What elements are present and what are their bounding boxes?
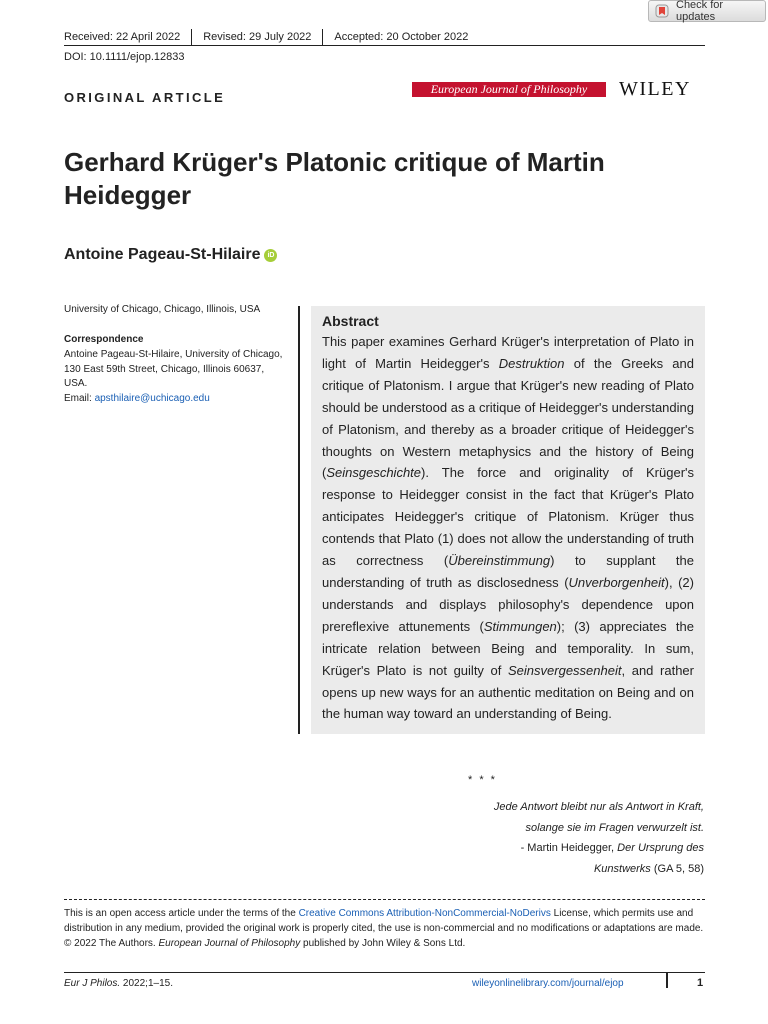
abstract-term: Destruktion xyxy=(498,355,565,371)
column-divider xyxy=(298,306,300,734)
abstract-text xyxy=(322,331,694,725)
abstract-term: Unverborgenheit xyxy=(568,574,665,590)
citation-details: 2022;1–15. xyxy=(120,978,173,989)
revised-date: Revised: 29 July 2022 xyxy=(203,31,312,43)
page-number: 1 xyxy=(697,977,704,989)
license-text-part: This is an open access article under the terms of the xyxy=(64,908,299,919)
article-title: Gerhard Krüger's Platonic critique of Martin Heidegger xyxy=(64,147,605,210)
footer-citation xyxy=(64,978,173,989)
orcid-icon[interactable]: iD xyxy=(264,249,277,262)
abstract-text-part: ), (2) understands and displays philosophy's dependence upon prereflexive attunements ( xyxy=(322,574,694,634)
copyright-journal: European Journal of Philosophy xyxy=(158,937,301,949)
epigraph xyxy=(404,797,704,879)
license-text-part: License, which permits use and distribution in any medium, provided the original work is properly cited, the use is non-commercial and no modifications or adaptations are made. xyxy=(64,908,704,934)
epigraph-quote-line: solange sie im Fragen verwurzelt ist. xyxy=(525,821,704,834)
article-dates xyxy=(64,29,468,45)
correspondence-heading: Correspondence xyxy=(64,334,144,345)
abstract-term: Seinsvergessenheit xyxy=(508,662,622,678)
abstract-text-part: of the Greeks and critique of Platonism. I argue that Krüger's new reading of Plato should be understood as a critique of Heidegger's understanding of Platonism, and thereby as a broader critique of Heidegger's thoughts on Western metaphysics and the history of Being ( xyxy=(322,355,694,481)
accepted-date: Accepted: 20 October 2022 xyxy=(334,31,469,43)
copyright-text: published by John Wiley & Sons Ltd. xyxy=(300,937,466,949)
copyright-text: © 2022 The Authors. xyxy=(64,937,159,949)
abstract-heading: Abstract xyxy=(322,313,379,329)
license-link[interactable]: Creative Commons Attribution-NonCommercial-NoDerivs xyxy=(298,908,551,919)
citation-journal: Eur J Philos. xyxy=(64,978,121,989)
abstract-term: Übereinstimmung xyxy=(448,553,551,569)
article-type: ORIGINAL ARTICLE xyxy=(64,90,226,105)
epigraph-quote-line: Jede Antwort bleibt nur als Antwort in Kraft, xyxy=(493,801,704,813)
received-date: Received: 22 April 2022 xyxy=(64,31,181,43)
abstract-box xyxy=(311,306,705,734)
attribution-prefix: - Martin Heidegger, xyxy=(520,842,618,854)
abstract-text-part: ) to supplant the understanding of truth as disclosedness ( xyxy=(322,553,694,590)
check-for-updates-button[interactable] xyxy=(648,0,766,22)
author-name[interactable]: Antoine Pageau-St-Hilaire xyxy=(64,246,261,263)
abstract-term: Stimmungen xyxy=(483,618,557,634)
license-divider xyxy=(64,899,705,900)
publisher-logo: WILEY xyxy=(619,78,691,100)
copyright xyxy=(64,937,705,952)
abstract-text-part: ). The force and originality of Krüger's response to Heidegger consist in the fact that Krüger's Plato anticipates Heidegger's critique of Platonism. Krüger thus contends that Plato (1) does not allow the understanding of truth as correctness ( xyxy=(322,465,694,569)
meta-separator xyxy=(322,29,323,45)
affiliation: University of Chicago, Chicago, Illinois, USA xyxy=(64,304,261,315)
correspondence-address: Antoine Pageau-St-Hilaire, University of Chicago, 130 East 59th Street, Chicago, Illinois 60637, USA. xyxy=(64,348,283,390)
footer-divider xyxy=(64,972,705,973)
email-label: Email: xyxy=(64,393,95,405)
journal-banner: European Journal of Philosophy xyxy=(412,82,606,97)
footer-separator xyxy=(666,973,668,988)
author xyxy=(64,246,277,264)
abstract-text-part: This paper examines Gerhard Krüger's interpretation of Plato in light of Martin Heidegger's xyxy=(322,334,694,371)
license-notice xyxy=(64,907,705,951)
section-break-stars: * * * xyxy=(468,774,497,786)
check-for-updates-label: Check for updates xyxy=(676,0,724,23)
abstract-term: Seinsgeschichte xyxy=(326,465,422,481)
meta-separator xyxy=(191,29,192,45)
source-title: Kunstwerks xyxy=(593,862,651,875)
doi[interactable]: DOI: 10.1111/ejop.12833 xyxy=(64,51,185,63)
header-divider xyxy=(64,45,705,46)
source-reference: (GA 5, 58) xyxy=(650,862,704,875)
abstract-text-part: ); (3) appreciates the intricate relation between Being and temporality. In sum, Krüger's Plato is not guilty of xyxy=(322,618,695,678)
epigraph-attribution xyxy=(404,838,704,859)
correspondence-email-line xyxy=(64,392,284,407)
email-link[interactable]: apsthilaire@uchicago.edu xyxy=(94,393,210,405)
footer-journal-link[interactable]: wileyonlinelibrary.com/journal/ejop xyxy=(472,978,624,989)
source-title: Der Ursprung des xyxy=(617,842,704,854)
epigraph-source xyxy=(404,859,704,880)
correspondence xyxy=(64,333,284,407)
abstract-text-part: , and rather opens up new ways for an authentic meditation on Being and on the human way toward an understanding of Being. xyxy=(322,662,694,722)
check-updates-icon xyxy=(655,4,669,18)
license-text xyxy=(64,907,705,937)
